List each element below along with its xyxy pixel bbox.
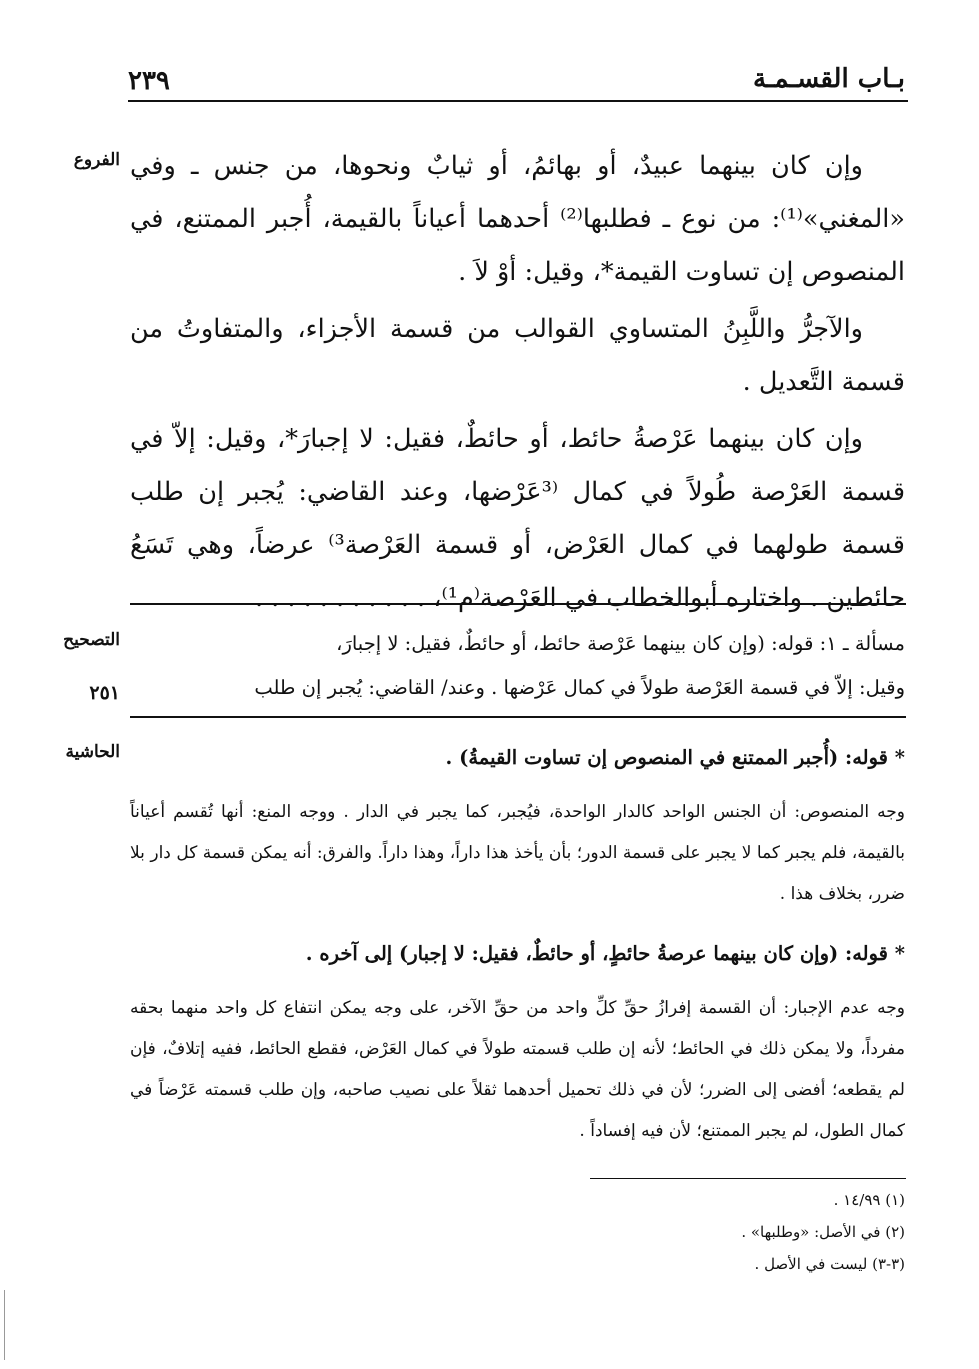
footnote-3: (٣-٣) ليست في الأصل . [754,1255,905,1273]
main-paragraph-2: والآجرُّ واللَّبِنُ المتساوي القوالب من قسمة الأجزاء، والمتفاوتُ من قسمة التَّعديل . [130,314,905,397]
correction-line-1: مسألة ـ ١: قوله: (وإن كان بينهما عَرْصة حائط، أو حائطٌ، فقيل: لا إجبارَ، [336,632,905,655]
section-rule-1 [130,603,906,605]
footnote-rule [590,1178,906,1179]
header-rule [128,100,908,102]
side-label-hashiya: الحاشية [65,742,120,762]
main-paragraph-3: وإن كان بينهما عَرْصةُ حائط، أو حائطٌ، فقيل: لا إجبارَ*، وقيل: إلاّ في قسمة العَرْصة طُولاً في كمال ⁽³عَرْضها، وعند القاضي: يُجبر إن طلب قسمة طولهما في كمال العَرْض، أو قسمة العَرْصة³⁾ عرضاً، وهي تَسَعُ حائطين . واختاره أبوالخطاب في العَرْصة⁽م¹⁾، . . . . . . . . . . . [130,424,906,613]
main-paragraph-1: وإن كان بينهما عبيدٌ، أو بهائمُ، أو ثيابٌ ونحوها، من جنس ـ وفي «المغني»⁽¹⁾: من نوع ـ فطلبها⁽²⁾ أحدهما أعياناً بالقيمة، أُجبر الممتنع، في المنصوص إن تساوت القيمة*، وقيل: أوْ لاَ . [130,151,905,287]
footnote-1: (١) ١٤/٩٩ . [833,1191,905,1209]
hashiya-body-1: وجه المنصوص: أن الجنس الواحد كالدار الواحدة، فيُجبر، كما يجبر في الدار . ووجه المنع: أنها تُقسم أعياناً بالقيمة، فلم يجبر كما لا يجبر على قسمة الدور؛ بأن يأخذ هذا داراً، وهذا داراً. والفرق: أنه يمكن قسمة كل دار بلا ضرر، بخلاف هذا . [130,802,905,904]
correction-text [130,622,905,710]
main-text [130,140,905,629]
page-number: ٢٣٩ [128,66,170,96]
side-label-furu: الفروع [73,150,120,170]
correction-line-2: وقيل: إلاّ في قسمة العَرْصة طولاً في كمال عَرْضها . وعند/ القاضي: يُجبر إن طلب [254,676,905,699]
section-rule-2 [130,716,906,718]
side-label-tashih-number: ٢٥١ [89,682,120,704]
hashiya-heading-1: * قوله: (أُجبر الممتنع في المنصوص إن تساوت القيمةُ) . [445,746,905,769]
hashiya-heading-2: * قوله: (وإن كان بينهما عرصةُ حائطٍ، أو حائطٌ، فقيل: لا إجبار) إلى آخره . [305,942,905,965]
hashiya-body-2: وجه عدم الإجبار: أن القسمة إفرازُ حقِّ كلِّ واحد من حقِّ الآخر، على وجه يمكن انتفاع كل واحد منهما بحقه مفرداً، ولا يمكن ذلك في الحائط؛ لأنه إن طلب قسمته طولاً في كمال العَرْض، فقطع الحائط، ففيه إتلافٌ، فإن لم يقطعه؛ أفضى إلى الضرر؛ لأن في ذلك تحميل أحدهما ثقلاً على نصيب صاحبه، وإن طلب قسمته عَرْضاً في كمال الطول، لم يجبر الممتنع؛ لأن فيه إفساداً . [130,998,905,1141]
running-header-title: بـاب القسـمـة [752,64,905,94]
side-label-tashih: التصحيح [63,630,120,650]
footnote-2: (٢) في الأصل: «وطلبها» . [741,1223,905,1241]
scan-edge-line [4,1290,5,1360]
